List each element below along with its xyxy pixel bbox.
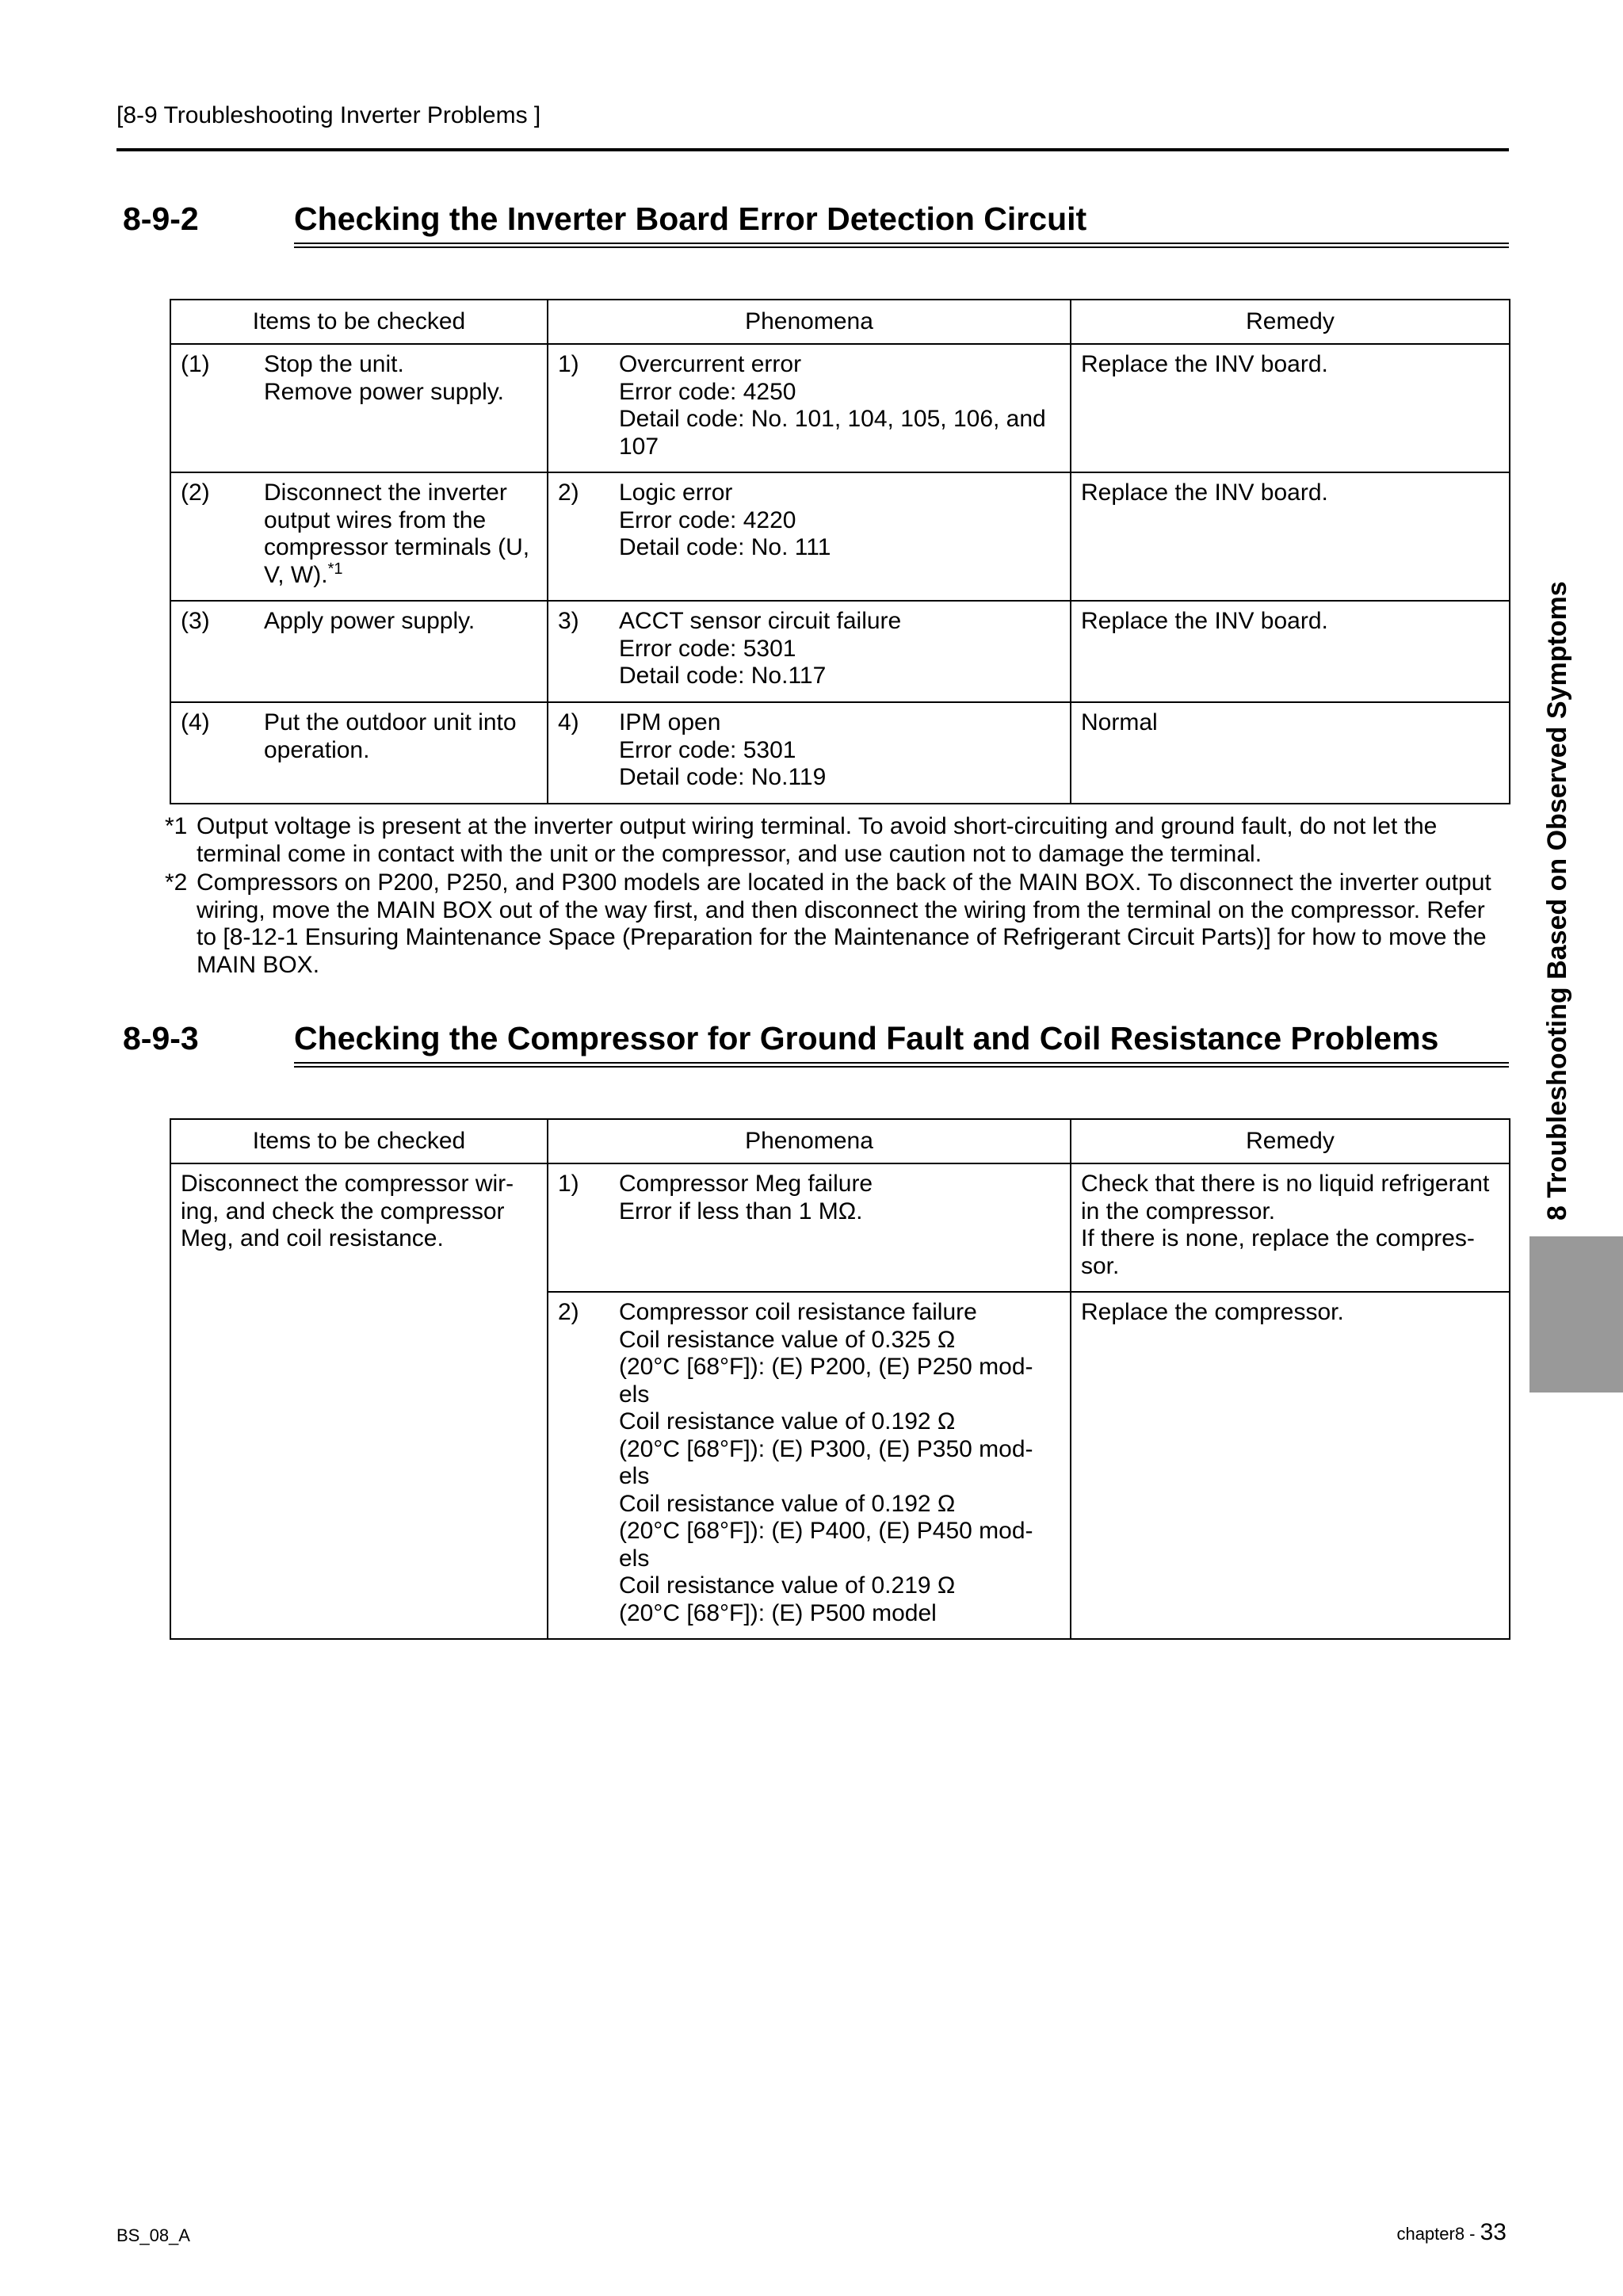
chapter-label: chapter8 -: [1396, 2224, 1480, 2244]
phenomenon-line: (20°C [68°F]): (E) P400, (E) P450 mod-: [619, 1518, 1033, 1544]
item-line: Put the outdoor unit into: [264, 709, 517, 735]
phenomenon-line: Coil resistance value of 0.192 Ω: [619, 1408, 956, 1435]
item-line: Remove power supply.: [264, 378, 504, 405]
inverter-check-table: [170, 299, 1510, 804]
phenomenon-line: Error code: 5301: [619, 635, 796, 662]
phenomenon-line: Logic error: [619, 479, 733, 506]
phenomenon-line: Detail code: No. 101, 104, 105, 106, and: [619, 406, 1046, 432]
phenomenon-line: Detail code: No.119: [619, 764, 827, 790]
table-row: [170, 344, 1510, 472]
compressor-check-table: [170, 1118, 1510, 1640]
item-line: Meg, and coil resistance.: [181, 1225, 444, 1251]
phenomenon-line: Detail code: No.117: [619, 663, 827, 689]
phenomenon-line: Compressor coil resistance failure: [619, 1299, 977, 1325]
phenomenon-line: Error code: 4250: [619, 378, 796, 405]
column-header: Remedy: [1071, 300, 1510, 344]
phenomenon-line: (20°C [68°F]): (E) P500 model: [619, 1599, 937, 1626]
phenomenon-line: Compressor Meg failure: [619, 1171, 873, 1197]
item-line: compressor terminals (U,: [264, 534, 530, 560]
phenomenon-line: Error code: 4220: [619, 506, 796, 533]
item-number: (3): [181, 608, 210, 634]
page-number: [1396, 2219, 1507, 2246]
header-rule: [116, 148, 1509, 151]
item-line: output wires from the: [264, 506, 487, 533]
phenomenon-number: 2): [558, 479, 579, 506]
footnote-mark: *2: [165, 869, 188, 896]
section-rule: [294, 243, 1509, 248]
footnote-line: MAIN BOX.: [197, 951, 320, 978]
footnote-line: wiring, move the MAIN BOX out of the way first, and then disconnect the wiring from the terminal on the compressor. Refer: [197, 896, 1485, 923]
phenomenon-line: IPM open: [619, 709, 721, 735]
phenomenon-number: 1): [558, 1171, 579, 1197]
phenomenon-number: 2): [558, 1299, 579, 1325]
item-line: Disconnect the inverter: [264, 479, 507, 506]
phenomenon-line: Detail code: No. 111: [619, 534, 831, 560]
phenomenon-line: 107: [619, 433, 659, 460]
phenomenon-line: Coil resistance value of 0.192 Ω: [619, 1490, 956, 1517]
phenomenon-line: Coil resistance value of 0.219 Ω: [619, 1572, 956, 1599]
section-number: 8-9-2: [123, 201, 199, 237]
item-number: (1): [181, 351, 210, 377]
item-line: Apply power supply.: [264, 608, 475, 634]
phenomenon-number: 1): [558, 351, 579, 377]
page-num: 33: [1480, 2219, 1507, 2245]
phenomenon-line: (20°C [68°F]): (E) P300, (E) P350 mod-: [619, 1435, 1033, 1462]
item-line: ing, and check the compressor: [181, 1198, 505, 1224]
section-number: 8-9-3: [123, 1020, 199, 1056]
phenomenon-line: Coil resistance value of 0.325 Ω: [619, 1326, 956, 1353]
item-number: (2): [181, 479, 210, 506]
remedy-line: If there is none, replace the compres-: [1081, 1225, 1475, 1251]
footnote: [165, 813, 1512, 868]
footnote: [165, 869, 1512, 979]
remedy-line: Check that there is no liquid refrigerant: [1081, 1171, 1490, 1197]
column-header: Phenomena: [548, 1119, 1071, 1163]
remedy-line: in the compressor.: [1081, 1198, 1276, 1224]
item-line: Stop the unit.: [264, 351, 404, 377]
phenomenon-line: els: [619, 1381, 650, 1408]
chapter-side-label: 8 Troubleshooting Based on Observed Symptoms: [1542, 581, 1572, 1221]
item-line: Disconnect the compressor wir-: [181, 1171, 514, 1197]
phenomenon-line: Overcurrent error: [619, 351, 802, 377]
footnote-line: Compressors on P200, P250, and P300 models are located in the back of the MAIN BOX. To disconnect the inverter output: [197, 869, 1491, 896]
footnote-line: Output voltage is present at the inverter output wiring terminal. To avoid short-circuiting and ground fault, do not let the: [197, 813, 1438, 839]
column-header: Items to be checked: [170, 300, 548, 344]
footnote-line: terminal come in contact with the unit or the compressor, and use caution not to damage the terminal.: [197, 840, 1262, 867]
remedy-line: sor.: [1081, 1252, 1120, 1279]
table-row: [170, 472, 1510, 601]
item-line: operation.: [264, 736, 370, 763]
running-header: [8-9 Troubleshooting Inverter Problems ]: [116, 102, 541, 128]
remedy-text: Replace the INV board.: [1081, 351, 1328, 377]
phenomenon-line: els: [619, 1545, 650, 1572]
table-row: [170, 1163, 1510, 1292]
table-row: [170, 702, 1510, 804]
table-header-row: [170, 1119, 1510, 1163]
remedy-text: Normal: [1081, 709, 1158, 735]
remedy-text: Replace the INV board.: [1081, 479, 1328, 506]
phenomenon-number: 3): [558, 608, 579, 634]
phenomenon-line: Error code: 5301: [619, 736, 796, 763]
section-heading: Checking the Compressor for Ground Fault and Coil Resistance Problems: [294, 1020, 1439, 1056]
column-header: Remedy: [1071, 1119, 1510, 1163]
section-rule: [294, 1062, 1509, 1068]
phenomenon-line: (20°C [68°F]): (E) P200, (E) P250 mod-: [619, 1354, 1033, 1380]
item-line: V, W).: [264, 561, 328, 588]
table-row: [170, 601, 1510, 702]
footnote-ref: *1: [327, 560, 343, 578]
remedy-text: Replace the INV board.: [1081, 608, 1328, 634]
phenomenon-number: 4): [558, 709, 579, 735]
item-number: (4): [181, 709, 210, 735]
phenomenon-line: els: [619, 1463, 650, 1489]
column-header: Phenomena: [548, 300, 1071, 344]
footnote-line: to [8-12-1 Ensuring Maintenance Space (Preparation for the Maintenance of Refrigerant Circuit Parts)] for how to move the: [197, 924, 1487, 950]
phenomenon-line: ACCT sensor circuit failure: [619, 608, 902, 634]
phenomenon-line: Error if less than 1 MΩ.: [619, 1198, 863, 1224]
footnote-mark: *1: [165, 813, 188, 839]
column-header: Items to be checked: [170, 1119, 548, 1163]
section-heading: Checking the Inverter Board Error Detection Circuit: [294, 201, 1087, 237]
chapter-tab-marker: [1529, 1236, 1623, 1392]
table-header-row: [170, 300, 1510, 344]
doc-code: BS_08_A: [116, 2225, 190, 2245]
remedy-line: Replace the compressor.: [1081, 1299, 1344, 1325]
footnotes: [165, 813, 1512, 980]
